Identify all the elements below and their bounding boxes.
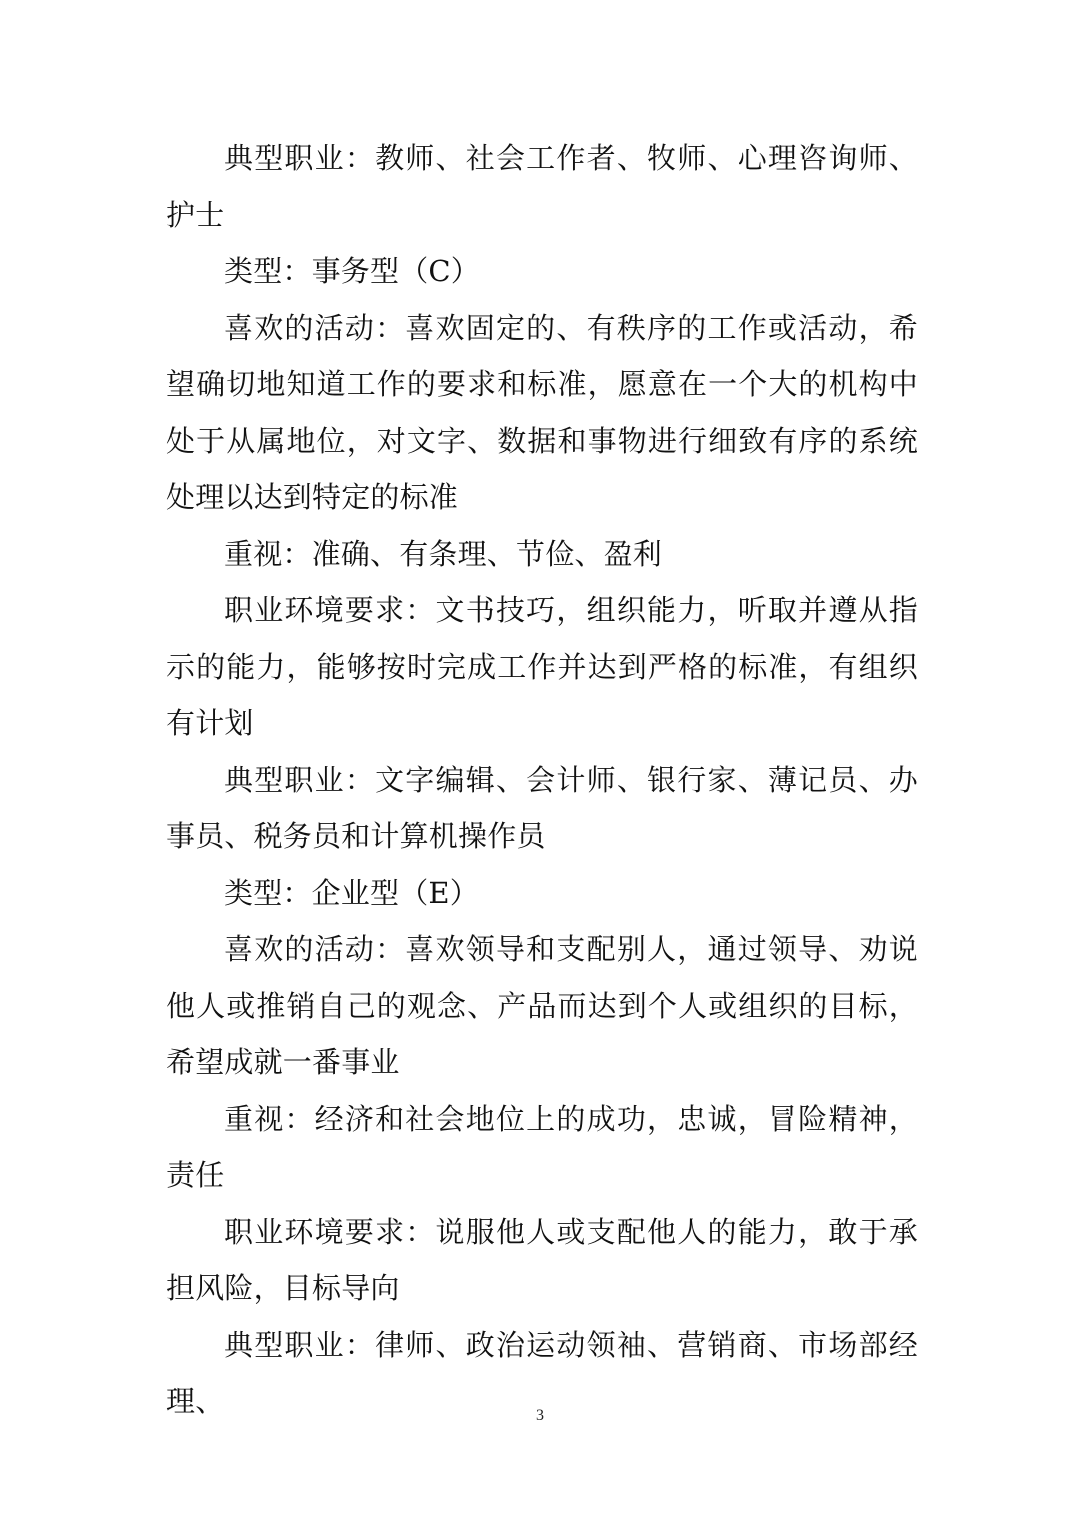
paragraph-values-conventional: 重视：准确、有条理、节俭、盈利 bbox=[224, 536, 663, 571]
page-number: 3 bbox=[536, 1407, 544, 1424]
paragraph-activities-conventional: 喜欢的活动：喜欢固定的、有秩序的工作或活动，希望确切地知道工作的要求和标准，愿意在一个大的机构中处于从属地位，对文字、数据和事物进行细致有序的系统处理以达到特定的标准 bbox=[166, 310, 918, 514]
paragraph-environment-conventional: 职业环境要求：文书技巧，组织能力，听取并遵从指示的能力，能够按时完成工作并达到严格的标准，有组织有计划 bbox=[166, 593, 918, 740]
paragraph-environment-enterprising: 职业环境要求：说服他人或支配他人的能力，敢于承担风险，目标导向 bbox=[166, 1214, 918, 1305]
paragraph-typical-careers-social: 典型职业：教师、社会工作者、牧师、心理咨询师、护士 bbox=[166, 141, 918, 232]
paragraph-type-conventional: 类型：事务型（C） bbox=[224, 254, 480, 288]
paragraph-typical-careers-conventional: 典型职业：文字编辑、会计师、银行家、薄记员、办事员、税务员和计算机操作员 bbox=[166, 762, 918, 853]
document-body bbox=[166, 130, 918, 1430]
paragraph-activities-enterprising: 喜欢的活动：喜欢领导和支配别人，通过领导、劝说他人或推销自己的观念、产品而达到个人或组织的目标，希望成就一番事业 bbox=[166, 932, 918, 1079]
paragraph-type-enterprising: 类型：企业型（E） bbox=[224, 875, 479, 910]
paragraph-typical-careers-enterprising: 典型职业：律师、政治运动领袖、营销商、市场部经理、 bbox=[166, 1327, 918, 1418]
paragraph-values-enterprising: 重视：经济和社会地位上的成功，忠诚，冒险精神，责任 bbox=[166, 1101, 918, 1192]
